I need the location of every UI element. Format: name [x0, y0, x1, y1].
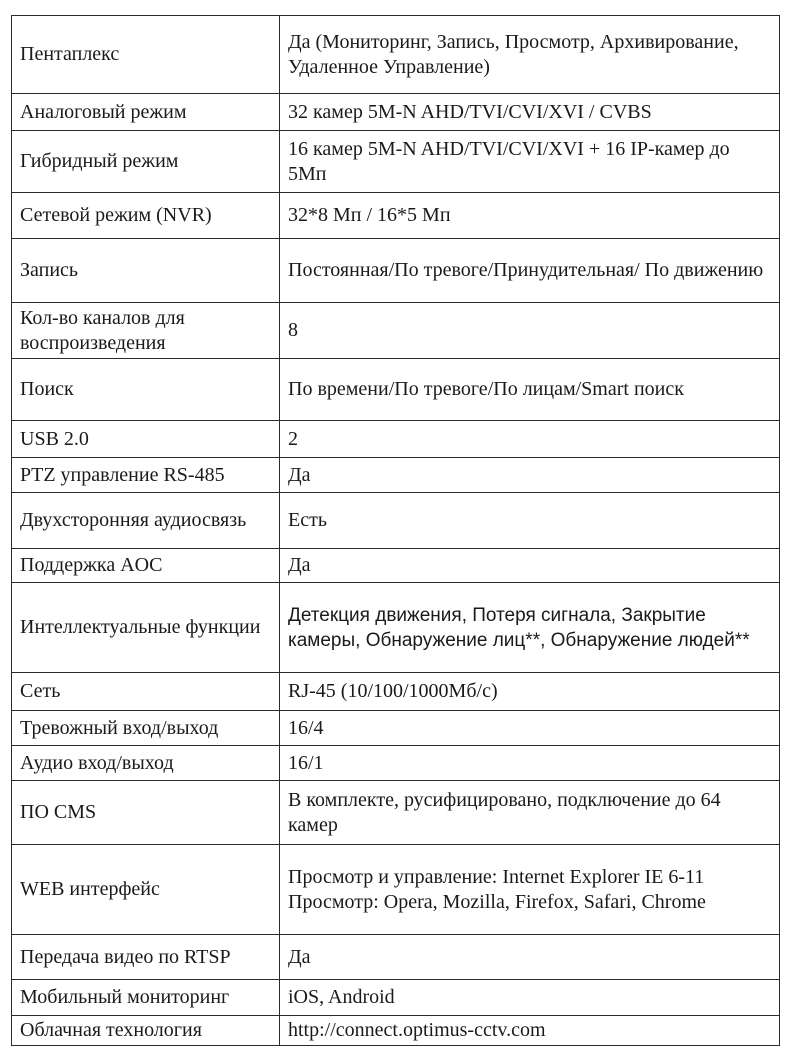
- row-label: Облачная технология: [12, 1016, 280, 1046]
- row-label: Гибридный режим: [12, 131, 280, 193]
- row-label: PTZ управление RS-485: [12, 458, 280, 493]
- row-value: Да: [280, 935, 780, 980]
- row-label: Сетевой режим (NVR): [12, 193, 280, 239]
- table-row: [12, 583, 780, 673]
- table-row: [12, 94, 780, 131]
- row-value: 32 камер 5M-N AHD/TVI/CVI/XVI / CVBS: [280, 94, 780, 131]
- row-value: 16/4: [280, 711, 780, 746]
- table-row: [12, 359, 780, 421]
- table-row: [12, 980, 780, 1016]
- row-label: Поддержка AOC: [12, 549, 280, 583]
- row-value: http://connect.optimus-cctv.com: [280, 1016, 780, 1046]
- row-label: Сеть: [12, 673, 280, 711]
- row-value: 16 камер 5M-N AHD/TVI/CVI/XVI + 16 IP-камер до 5Мп: [280, 131, 780, 193]
- row-value: 2: [280, 421, 780, 458]
- row-label: Аналоговый режим: [12, 94, 280, 131]
- table-row: [12, 673, 780, 711]
- table-row: [12, 16, 780, 94]
- row-label: Запись: [12, 239, 280, 303]
- table-row: [12, 549, 780, 583]
- row-value: Постоянная/По тревоге/Принудительная/ По движению: [280, 239, 780, 303]
- table-row: [12, 239, 780, 303]
- row-label: Мобильный мониторинг: [12, 980, 280, 1016]
- row-label: Поиск: [12, 359, 280, 421]
- row-label: Кол-во каналов для воспроизведения: [12, 303, 280, 359]
- spec-table: [11, 15, 780, 1046]
- row-label: USB 2.0: [12, 421, 280, 458]
- table-row: [12, 493, 780, 549]
- row-value: Просмотр и управление: Internet Explorer IE 6-11 Просмотр: Opera, Mozilla, Firefox, Safari, Chrome: [280, 845, 780, 935]
- row-value: 8: [280, 303, 780, 359]
- row-value: В комплекте, русифицировано, подключение до 64 камер: [280, 781, 780, 845]
- row-value: 32*8 Мп / 16*5 Мп: [280, 193, 780, 239]
- row-value: 16/1: [280, 746, 780, 781]
- table-row: [12, 303, 780, 359]
- table-row: [12, 131, 780, 193]
- row-label: Пентаплекс: [12, 16, 280, 94]
- table-row: [12, 421, 780, 458]
- row-value: Детекция движения, Потеря сигнала, Закрытие камеры, Обнаружение лиц**, Обнаружение людей**: [280, 583, 780, 673]
- row-label: Тревожный вход/выход: [12, 711, 280, 746]
- row-value: RJ-45 (10/100/1000Мб/с): [280, 673, 780, 711]
- row-label: Передача видео по RTSP: [12, 935, 280, 980]
- row-label: Двухсторонняя аудиосвязь: [12, 493, 280, 549]
- table-row: [12, 845, 780, 935]
- row-label: Аудио вход/выход: [12, 746, 280, 781]
- table-row: [12, 935, 780, 980]
- table-row: [12, 746, 780, 781]
- row-value: Да (Мониторинг, Запись, Просмотр, Архивирование, Удаленное Управление): [280, 16, 780, 94]
- row-value: Есть: [280, 493, 780, 549]
- table-row: [12, 711, 780, 746]
- row-value: По времени/По тревоге/По лицам/Smart поиск: [280, 359, 780, 421]
- table-row: [12, 193, 780, 239]
- row-value: iOS, Android: [280, 980, 780, 1016]
- table-row: [12, 458, 780, 493]
- row-label: ПО CMS: [12, 781, 280, 845]
- table-row: [12, 781, 780, 845]
- row-label: WEB интерфейс: [12, 845, 280, 935]
- row-label: Интеллектуальные функции: [12, 583, 280, 673]
- row-value: Да: [280, 458, 780, 493]
- row-value: Да: [280, 549, 780, 583]
- table-row: [12, 1016, 780, 1046]
